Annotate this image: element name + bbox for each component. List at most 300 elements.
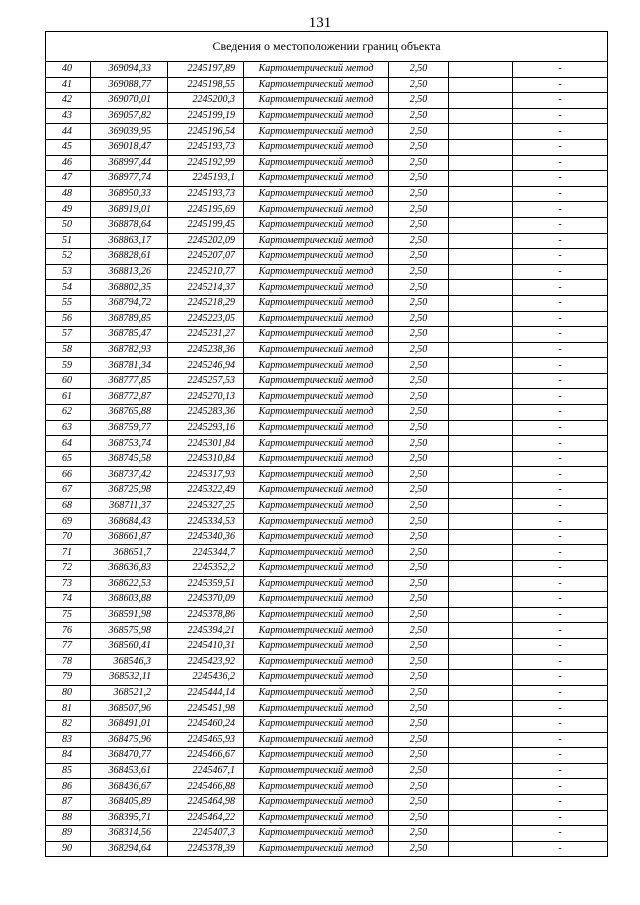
cell-accuracy: 2,50 <box>389 576 449 592</box>
cell-method: Картометрический метод <box>244 607 389 623</box>
cell-accuracy: 2,50 <box>389 249 449 265</box>
cell-coordinate-x: 368475,96 <box>91 732 168 748</box>
cell-description: - <box>513 139 608 155</box>
cell-note <box>449 451 513 467</box>
cell-method: Картометрический метод <box>244 233 389 249</box>
cell-method: Картометрический метод <box>244 373 389 389</box>
cell-accuracy: 2,50 <box>389 93 449 109</box>
table-row <box>46 342 608 358</box>
cell-coordinate-y: 2245410,31 <box>168 638 244 654</box>
cell-note <box>449 295 513 311</box>
table-row <box>46 139 608 155</box>
cell-method: Картометрический метод <box>244 654 389 670</box>
cell-description: - <box>513 670 608 686</box>
cell-coordinate-x: 368507,96 <box>91 701 168 717</box>
cell-description: - <box>513 451 608 467</box>
table-row <box>46 155 608 171</box>
cell-point-number: 68 <box>46 498 91 514</box>
cell-method: Картометрический метод <box>244 794 389 810</box>
cell-note <box>449 264 513 280</box>
table-row <box>46 358 608 374</box>
cell-accuracy: 2,50 <box>389 545 449 561</box>
table-title: Сведения о местоположении границ объекта <box>46 32 608 62</box>
cell-note <box>449 233 513 249</box>
cell-coordinate-y: 2245378,39 <box>168 841 244 857</box>
table-row <box>46 498 608 514</box>
cell-note <box>449 638 513 654</box>
cell-coordinate-y: 2245193,1 <box>168 171 244 187</box>
table-row <box>46 217 608 233</box>
cell-method: Картометрический метод <box>244 93 389 109</box>
cell-accuracy: 2,50 <box>389 217 449 233</box>
cell-point-number: 40 <box>46 62 91 78</box>
cell-coordinate-x: 368491,01 <box>91 716 168 732</box>
table-row <box>46 436 608 452</box>
cell-description: - <box>513 405 608 421</box>
cell-coordinate-y: 2245322,49 <box>168 483 244 499</box>
cell-coordinate-x: 368453,61 <box>91 763 168 779</box>
cell-description: - <box>513 529 608 545</box>
cell-method: Картометрический метод <box>244 545 389 561</box>
cell-note <box>449 124 513 140</box>
cell-coordinate-x: 368878,64 <box>91 217 168 233</box>
cell-method: Картометрический метод <box>244 124 389 140</box>
cell-point-number: 66 <box>46 467 91 483</box>
cell-coordinate-y: 2245202,09 <box>168 233 244 249</box>
cell-coordinate-y: 2245283,36 <box>168 405 244 421</box>
table-row <box>46 638 608 654</box>
cell-method: Картометрический метод <box>244 186 389 202</box>
cell-accuracy: 2,50 <box>389 311 449 327</box>
cell-method: Картометрический метод <box>244 451 389 467</box>
table-row <box>46 685 608 701</box>
cell-point-number: 65 <box>46 451 91 467</box>
cell-point-number: 69 <box>46 514 91 530</box>
cell-accuracy: 2,50 <box>389 779 449 795</box>
cell-coordinate-x: 369088,77 <box>91 77 168 93</box>
cell-description: - <box>513 592 608 608</box>
cell-accuracy: 2,50 <box>389 514 449 530</box>
cell-point-number: 87 <box>46 794 91 810</box>
table-row <box>46 77 608 93</box>
cell-accuracy: 2,50 <box>389 295 449 311</box>
cell-coordinate-x: 368782,93 <box>91 342 168 358</box>
cell-accuracy: 2,50 <box>389 451 449 467</box>
cell-note <box>449 483 513 499</box>
cell-method: Картометрический метод <box>244 420 389 436</box>
cell-accuracy: 2,50 <box>389 124 449 140</box>
cell-accuracy: 2,50 <box>389 342 449 358</box>
cell-coordinate-y: 2245257,53 <box>168 373 244 389</box>
cell-coordinate-y: 2245317,93 <box>168 467 244 483</box>
cell-description: - <box>513 264 608 280</box>
table-row <box>46 202 608 218</box>
table-row <box>46 670 608 686</box>
cell-description: - <box>513 77 608 93</box>
cell-point-number: 67 <box>46 483 91 499</box>
cell-coordinate-y: 2245199,19 <box>168 108 244 124</box>
cell-coordinate-y: 2245466,88 <box>168 779 244 795</box>
cell-method: Картометрический метод <box>244 295 389 311</box>
cell-accuracy: 2,50 <box>389 716 449 732</box>
table-row <box>46 420 608 436</box>
cell-coordinate-y: 2245195,69 <box>168 202 244 218</box>
cell-note <box>449 654 513 670</box>
cell-description: - <box>513 498 608 514</box>
cell-accuracy: 2,50 <box>389 732 449 748</box>
cell-coordinate-x: 368661,87 <box>91 529 168 545</box>
cell-description: - <box>513 311 608 327</box>
cell-note <box>449 311 513 327</box>
table-row <box>46 545 608 561</box>
cell-accuracy: 2,50 <box>389 186 449 202</box>
cell-point-number: 70 <box>46 529 91 545</box>
cell-accuracy: 2,50 <box>389 701 449 717</box>
cell-coordinate-y: 2245460,24 <box>168 716 244 732</box>
cell-note <box>449 545 513 561</box>
cell-method: Картометрический метод <box>244 826 389 842</box>
cell-coordinate-x: 368777,85 <box>91 373 168 389</box>
cell-coordinate-y: 2245207,07 <box>168 249 244 265</box>
cell-coordinate-y: 2245200,3 <box>168 93 244 109</box>
cell-accuracy: 2,50 <box>389 280 449 296</box>
cell-point-number: 73 <box>46 576 91 592</box>
cell-accuracy: 2,50 <box>389 420 449 436</box>
cell-coordinate-x: 368603,88 <box>91 592 168 608</box>
cell-coordinate-x: 368745,58 <box>91 451 168 467</box>
cell-method: Картометрический метод <box>244 779 389 795</box>
cell-description: - <box>513 638 608 654</box>
cell-coordinate-y: 2245340,36 <box>168 529 244 545</box>
cell-coordinate-x: 368802,35 <box>91 280 168 296</box>
cell-note <box>449 763 513 779</box>
cell-description: - <box>513 358 608 374</box>
cell-method: Картометрический метод <box>244 701 389 717</box>
table-row <box>46 514 608 530</box>
cell-coordinate-y: 2245394,21 <box>168 623 244 639</box>
cell-note <box>449 561 513 577</box>
cell-note <box>449 436 513 452</box>
cell-method: Картометрический метод <box>244 763 389 779</box>
cell-coordinate-y: 2245465,93 <box>168 732 244 748</box>
cell-accuracy: 2,50 <box>389 483 449 499</box>
cell-note <box>449 62 513 78</box>
cell-method: Картометрический метод <box>244 311 389 327</box>
cell-accuracy: 2,50 <box>389 841 449 857</box>
cell-accuracy: 2,50 <box>389 389 449 405</box>
table-row <box>46 295 608 311</box>
cell-description: - <box>513 171 608 187</box>
cell-coordinate-x: 368785,47 <box>91 327 168 343</box>
table-row <box>46 249 608 265</box>
cell-note <box>449 77 513 93</box>
table-row <box>46 311 608 327</box>
cell-coordinate-y: 2245352,2 <box>168 561 244 577</box>
cell-description: - <box>513 623 608 639</box>
cell-point-number: 78 <box>46 654 91 670</box>
cell-point-number: 51 <box>46 233 91 249</box>
cell-description: - <box>513 389 608 405</box>
table-row <box>46 327 608 343</box>
cell-accuracy: 2,50 <box>389 561 449 577</box>
cell-method: Картометрический метод <box>244 670 389 686</box>
cell-method: Картометрический метод <box>244 514 389 530</box>
cell-point-number: 42 <box>46 93 91 109</box>
table-body <box>46 62 608 857</box>
cell-coordinate-y: 2245197,89 <box>168 62 244 78</box>
cell-coordinate-y: 2245359,51 <box>168 576 244 592</box>
cell-point-number: 64 <box>46 436 91 452</box>
cell-coordinate-y: 2245466,67 <box>168 748 244 764</box>
cell-point-number: 84 <box>46 748 91 764</box>
cell-coordinate-x: 368436,67 <box>91 779 168 795</box>
table-row <box>46 108 608 124</box>
cell-point-number: 88 <box>46 810 91 826</box>
table-row <box>46 701 608 717</box>
boundary-table-container <box>45 31 607 857</box>
cell-coordinate-y: 2245370,09 <box>168 592 244 608</box>
cell-method: Картометрический метод <box>244 561 389 577</box>
table-row <box>46 623 608 639</box>
cell-note <box>449 701 513 717</box>
cell-note <box>449 280 513 296</box>
cell-coordinate-y: 2245192,99 <box>168 155 244 171</box>
cell-method: Картометрический метод <box>244 389 389 405</box>
cell-coordinate-x: 368753,74 <box>91 436 168 452</box>
cell-coordinate-x: 368470,77 <box>91 748 168 764</box>
cell-coordinate-x: 368294,64 <box>91 841 168 857</box>
cell-point-number: 60 <box>46 373 91 389</box>
cell-accuracy: 2,50 <box>389 436 449 452</box>
cell-note <box>449 514 513 530</box>
cell-description: - <box>513 545 608 561</box>
cell-coordinate-x: 368813,26 <box>91 264 168 280</box>
cell-coordinate-y: 2245231,27 <box>168 327 244 343</box>
table-row <box>46 451 608 467</box>
cell-accuracy: 2,50 <box>389 794 449 810</box>
cell-note <box>449 670 513 686</box>
table-row <box>46 576 608 592</box>
cell-coordinate-y: 2245196,54 <box>168 124 244 140</box>
cell-description: - <box>513 794 608 810</box>
cell-coordinate-y: 2245193,73 <box>168 139 244 155</box>
table-row <box>46 779 608 795</box>
cell-point-number: 61 <box>46 389 91 405</box>
cell-note <box>449 139 513 155</box>
cell-method: Картометрический метод <box>244 217 389 233</box>
cell-accuracy: 2,50 <box>389 405 449 421</box>
cell-point-number: 71 <box>46 545 91 561</box>
cell-method: Картометрический метод <box>244 467 389 483</box>
cell-coordinate-y: 2245436,2 <box>168 670 244 686</box>
cell-note <box>449 155 513 171</box>
table-row <box>46 280 608 296</box>
cell-description: - <box>513 327 608 343</box>
cell-coordinate-x: 368789,85 <box>91 311 168 327</box>
table-row <box>46 264 608 280</box>
table-title-row <box>46 32 608 62</box>
cell-description: - <box>513 249 608 265</box>
cell-method: Картометрический метод <box>244 280 389 296</box>
table-row <box>46 529 608 545</box>
cell-coordinate-x: 368636,83 <box>91 561 168 577</box>
cell-note <box>449 217 513 233</box>
cell-point-number: 54 <box>46 280 91 296</box>
cell-point-number: 90 <box>46 841 91 857</box>
cell-accuracy: 2,50 <box>389 826 449 842</box>
cell-method: Картометрический метод <box>244 716 389 732</box>
table-row <box>46 373 608 389</box>
cell-note <box>449 623 513 639</box>
cell-accuracy: 2,50 <box>389 139 449 155</box>
cell-note <box>449 171 513 187</box>
cell-coordinate-x: 368765,88 <box>91 405 168 421</box>
cell-method: Картометрический метод <box>244 139 389 155</box>
cell-coordinate-x: 368651,7 <box>91 545 168 561</box>
cell-description: - <box>513 763 608 779</box>
cell-method: Картометрический метод <box>244 529 389 545</box>
cell-point-number: 41 <box>46 77 91 93</box>
table-row <box>46 93 608 109</box>
cell-coordinate-x: 368950,33 <box>91 186 168 202</box>
cell-coordinate-x: 368560,41 <box>91 638 168 654</box>
cell-description: - <box>513 685 608 701</box>
cell-coordinate-x: 368405,89 <box>91 794 168 810</box>
cell-method: Картометрический метод <box>244 342 389 358</box>
cell-description: - <box>513 779 608 795</box>
cell-note <box>449 794 513 810</box>
cell-coordinate-y: 2245214,37 <box>168 280 244 296</box>
cell-coordinate-x: 368794,72 <box>91 295 168 311</box>
cell-method: Картометрический метод <box>244 732 389 748</box>
table-row <box>46 186 608 202</box>
cell-coordinate-y: 2245310,84 <box>168 451 244 467</box>
cell-method: Картометрический метод <box>244 498 389 514</box>
cell-accuracy: 2,50 <box>389 670 449 686</box>
cell-coordinate-y: 2245334,53 <box>168 514 244 530</box>
cell-description: - <box>513 607 608 623</box>
cell-method: Картометрический метод <box>244 405 389 421</box>
cell-coordinate-x: 369039,95 <box>91 124 168 140</box>
cell-method: Картометрический метод <box>244 171 389 187</box>
cell-point-number: 52 <box>46 249 91 265</box>
cell-description: - <box>513 436 608 452</box>
cell-coordinate-y: 2245270,13 <box>168 389 244 405</box>
cell-coordinate-x: 368546,3 <box>91 654 168 670</box>
cell-description: - <box>513 62 608 78</box>
cell-point-number: 50 <box>46 217 91 233</box>
cell-point-number: 47 <box>46 171 91 187</box>
cell-method: Картометрический метод <box>244 576 389 592</box>
cell-method: Картометрический метод <box>244 592 389 608</box>
table-row <box>46 592 608 608</box>
cell-note <box>449 389 513 405</box>
cell-point-number: 83 <box>46 732 91 748</box>
cell-description: - <box>513 483 608 499</box>
cell-coordinate-x: 368532,11 <box>91 670 168 686</box>
cell-coordinate-y: 2245199,45 <box>168 217 244 233</box>
table-row <box>46 467 608 483</box>
cell-accuracy: 2,50 <box>389 202 449 218</box>
cell-accuracy: 2,50 <box>389 763 449 779</box>
cell-point-number: 75 <box>46 607 91 623</box>
cell-method: Картометрический метод <box>244 62 389 78</box>
cell-coordinate-x: 368725,98 <box>91 483 168 499</box>
cell-accuracy: 2,50 <box>389 373 449 389</box>
cell-coordinate-x: 368919,01 <box>91 202 168 218</box>
cell-note <box>449 342 513 358</box>
cell-coordinate-x: 368314,56 <box>91 826 168 842</box>
cell-description: - <box>513 701 608 717</box>
cell-description: - <box>513 202 608 218</box>
cell-coordinate-x: 368997,44 <box>91 155 168 171</box>
cell-coordinate-x: 369070,01 <box>91 93 168 109</box>
cell-coordinate-x: 368684,43 <box>91 514 168 530</box>
boundary-table <box>45 31 608 857</box>
cell-note <box>449 467 513 483</box>
cell-accuracy: 2,50 <box>389 77 449 93</box>
cell-coordinate-x: 369018,47 <box>91 139 168 155</box>
cell-method: Картометрический метод <box>244 155 389 171</box>
cell-note <box>449 186 513 202</box>
cell-note <box>449 592 513 608</box>
cell-accuracy: 2,50 <box>389 327 449 343</box>
cell-description: - <box>513 716 608 732</box>
table-row <box>46 483 608 499</box>
cell-accuracy: 2,50 <box>389 155 449 171</box>
cell-note <box>449 358 513 374</box>
cell-description: - <box>513 108 608 124</box>
cell-description: - <box>513 467 608 483</box>
cell-coordinate-x: 368591,98 <box>91 607 168 623</box>
cell-coordinate-x: 368711,37 <box>91 498 168 514</box>
cell-coordinate-x: 369057,82 <box>91 108 168 124</box>
cell-coordinate-y: 2245467,1 <box>168 763 244 779</box>
cell-description: - <box>513 342 608 358</box>
cell-description: - <box>513 155 608 171</box>
cell-coordinate-x: 368781,34 <box>91 358 168 374</box>
cell-note <box>449 826 513 842</box>
cell-point-number: 62 <box>46 405 91 421</box>
cell-point-number: 85 <box>46 763 91 779</box>
cell-description: - <box>513 373 608 389</box>
cell-accuracy: 2,50 <box>389 607 449 623</box>
cell-method: Картометрический метод <box>244 327 389 343</box>
cell-point-number: 79 <box>46 670 91 686</box>
cell-coordinate-x: 368828,61 <box>91 249 168 265</box>
cell-coordinate-x: 368737,42 <box>91 467 168 483</box>
cell-method: Картометрический метод <box>244 202 389 218</box>
cell-description: - <box>513 654 608 670</box>
cell-description: - <box>513 841 608 857</box>
cell-point-number: 57 <box>46 327 91 343</box>
table-row <box>46 716 608 732</box>
cell-coordinate-x: 368521,2 <box>91 685 168 701</box>
cell-accuracy: 2,50 <box>389 685 449 701</box>
cell-method: Картометрический метод <box>244 249 389 265</box>
cell-coordinate-y: 2245238,36 <box>168 342 244 358</box>
cell-point-number: 81 <box>46 701 91 717</box>
cell-point-number: 56 <box>46 311 91 327</box>
cell-point-number: 55 <box>46 295 91 311</box>
cell-method: Картометрический метод <box>244 264 389 280</box>
cell-description: - <box>513 280 608 296</box>
cell-accuracy: 2,50 <box>389 264 449 280</box>
cell-method: Картометрический метод <box>244 483 389 499</box>
cell-coordinate-y: 2245210,77 <box>168 264 244 280</box>
cell-accuracy: 2,50 <box>389 62 449 78</box>
cell-accuracy: 2,50 <box>389 654 449 670</box>
